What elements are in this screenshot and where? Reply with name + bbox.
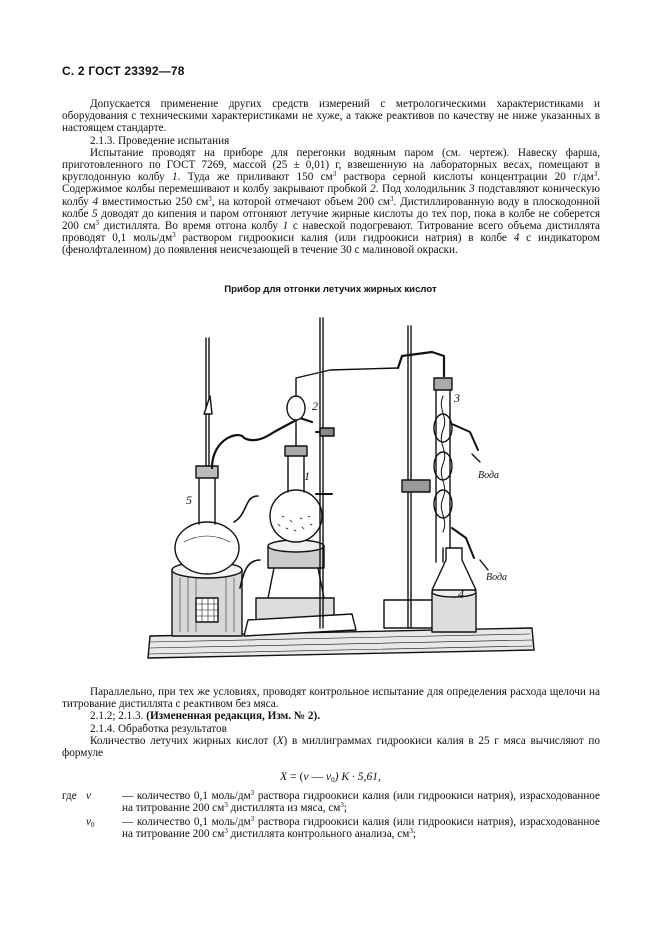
body-text-bottom [62,686,600,759]
distillation-apparatus-figure [140,298,540,678]
change-note: 2.1.2; 2.1.3. (Измененная редакция, Изм. № 2). [90,710,321,723]
procedure-paragraph: Испытание проводят на приборе для перегонки водяным паром (см. чертеж). Навеску фарша, приготовленного по ГОСТ 7269, массой (25 ± 0,01) г, взвешенную на лабораторных весах, помещают в круглодонную колбу 1. Туда же приливают 150 $см^3$ раствора серной кислоты концентрации 20 $г/дм^3$. Содержимое колбы перемешивают и колбу закрывают пробкой 2. Под холодильник 3 подставляют коническую колбу 4 вместимостью 250 $см^3$, на которой отмечают объем 200 $см^3$. Дистиллированную воду в плоскодонной колбе 5 доводят до кипения и паром отгоняют летучие жирные кислоты до тех пор, пока в колбе не соберется 200 $см^3$ дистиллята. Во время отгона колбу 1 с навеской подогревают. Титрование всего объема дистиллята проводят 0,1 моль/$дм^3$ раствором гидроокиси калия (или гидроокиси натрия) в колбе 4 с индикатором (фенолфталеином) до появления неисчезающей в течение 30 с малиновой окраски. [62,146,601,257]
definition-v: где v — количество 0,1 моль/$дм^3$ раствора гидроокиси калия (или гидроокиси натрия), израсходованное на титрование 200 $см^3$ дистиллята из мяса, $см^3$; [62,789,600,815]
intro-paragraph: Допускается применение других средств измерений с метрологическими характеристиками и оборудования с техническими характеристиками не хуже, а также реактивов по качеству не ниже указанных в настоящем стандарте. [62,98,600,135]
label-3: 3 [454,391,460,405]
label-2: 2 [312,399,318,413]
definitions [62,790,600,842]
control-test-paragraph: Параллельно, при тех же условиях, проводят контрольное испытание для определения расхода щелочи на титрование дистиллята с реактивом без мяса. [62,686,600,711]
formula: X = (v — $v_0$) K · 5,61, [280,770,381,784]
section-2-1-3-title: 2.1.3. Проведение испытания [90,134,230,147]
result-paragraph: Количество летучих жирных кислот (X) в миллиграммах гидроокиси калия в 25 г мяса вычисляют по формуле [62,734,600,760]
section-2-1-4-title: 2.1.4. Обработка результатов [90,722,227,735]
label-5: 5 [186,493,192,507]
label-4: 4 [458,587,464,601]
figure-caption: Прибор для отгонки летучих жирных кислот [224,284,437,295]
definition-v0: $v_0$ — количество 0,1 моль/$дм^3$ раствора гидроокиси калия (или гидроокиси натрия), израсходованное на титрование 200 $см^3$ дистиллята контрольного анализа, $см^3$; [86,814,600,841]
body-text-top [62,98,600,257]
label-water-in: Вода [486,572,508,583]
label-1: 1 [304,469,310,483]
page-header: С. 2 ГОСТ 23392—78 [62,64,185,78]
label-water-out: Вода [478,470,500,481]
